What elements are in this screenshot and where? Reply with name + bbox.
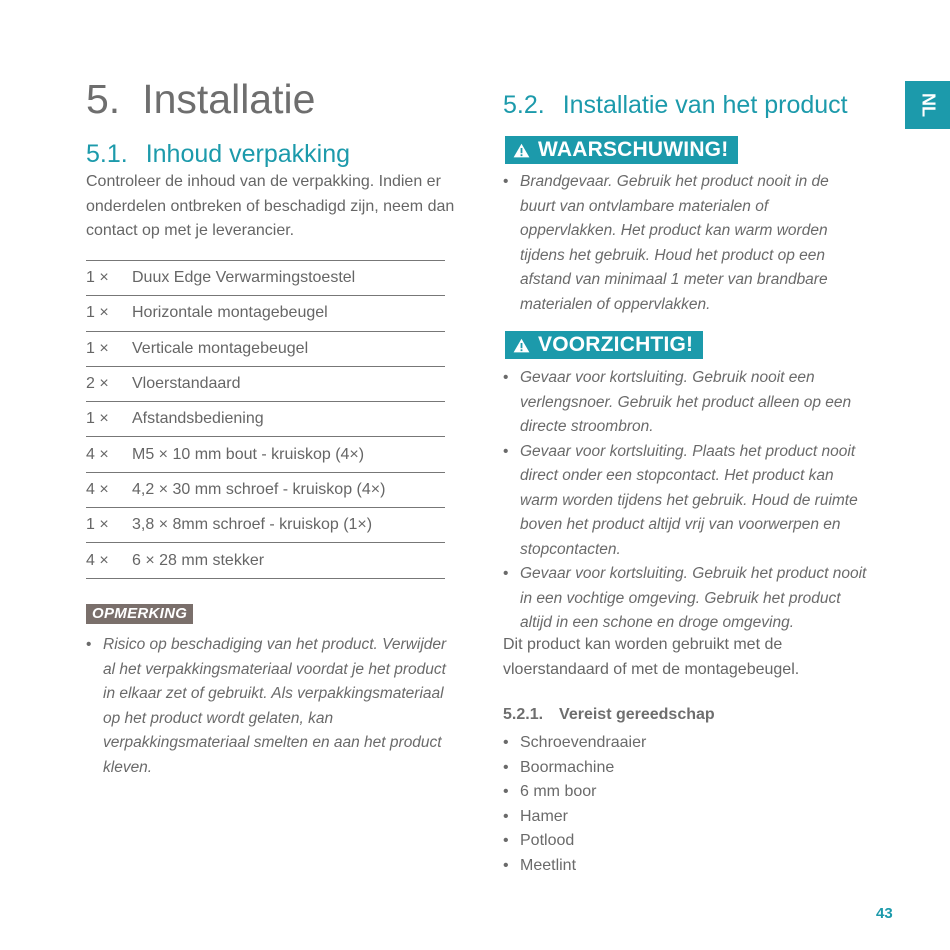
- tool-item: • Boormachine: [503, 756, 803, 781]
- item-name: M5 × 10 mm bout - kruiskop (4×): [132, 445, 365, 463]
- contents-row: [86, 402, 445, 437]
- contents-intro: Controleer de inhoud van de verpakking. Indien er onderdelen ontbreken of beschadigd zijn, neem dan contact op met je leverancier.: [86, 173, 455, 239]
- item-quantity: 4 ×: [86, 480, 109, 498]
- page-number: 43: [876, 905, 893, 922]
- contents-row: [86, 543, 445, 578]
- item-quantity: 4 ×: [86, 551, 109, 569]
- contents-row: [86, 261, 445, 296]
- note-badge: OPMERKING: [86, 604, 193, 624]
- subsection-1-number: 5.1.: [86, 140, 128, 168]
- item-name: Horizontale montagebeugel: [132, 304, 328, 322]
- language-tab: [905, 81, 950, 129]
- item-name: 6 × 28 mm stekker: [132, 551, 265, 569]
- section-title-text: Installatie: [142, 76, 316, 122]
- subsection-2-number: 5.2.: [503, 91, 545, 119]
- tools-list: [503, 731, 803, 878]
- tools-number: 5.2.1.: [503, 706, 544, 723]
- warning-triangle-icon: [513, 143, 530, 158]
- caution-item: • Gevaar voor kortsluiting. Gebruik het product nooit in een vochtige omgeving. Gebruik het product altijd in een schone en droge omgeving.: [503, 562, 868, 636]
- item-name: 4,2 × 30 mm schroef - kruiskop (4×): [132, 480, 386, 498]
- tool-item: • Potlood: [503, 829, 803, 854]
- warning-label: WAARSCHUWING!: [538, 138, 729, 161]
- warning-triangle-icon: [513, 338, 530, 353]
- warning-list: [503, 170, 863, 317]
- tool-item: • Meetlint: [503, 854, 803, 879]
- section-title: [86, 76, 315, 123]
- caution-badge: [505, 331, 703, 359]
- item-quantity: 1 ×: [86, 339, 109, 357]
- item-name: Verticale montagebeugel: [132, 339, 309, 357]
- contents-row: [86, 437, 445, 472]
- usage-paragraph: Dit product kan worden gebruikt met de vloerstandaard of met de montagebeugel.: [503, 636, 800, 678]
- contents-table: [86, 260, 445, 579]
- item-name: 3,8 × 8mm schroef - kruiskop (1×): [132, 516, 373, 534]
- item-quantity: 1 ×: [86, 410, 109, 428]
- language-tab-label: NL: [918, 93, 938, 117]
- tool-item: • Hamer: [503, 805, 803, 830]
- contents-row: [86, 332, 445, 367]
- item-name: Duux Edge Verwarmingstoestel: [132, 269, 356, 287]
- tools-title-text: Vereist gereedschap: [559, 706, 715, 723]
- contents-row: [86, 367, 445, 402]
- note-item: • Risico op beschadiging van het product. Verwijder al het verpakkingsmateriaal voordat je het product in elkaar zet of gebruikt. Als verpakkingsmateriaal op het product wordt gelaten, kan verpakkingsmateriaal smelten en aan het product kleven.: [86, 633, 458, 780]
- subsection-2-title: [503, 91, 848, 120]
- warning-item: • Brandgevaar. Gebruik het product nooit in de buurt van ontvlambare materialen of oppervlakken. Het product kan warm worden tijdens het gebruik. Houd het product op een afstand van minimaal 1 meter van brandbare materialen of oppervlakken.: [503, 170, 863, 317]
- contents-row: [86, 296, 445, 331]
- item-name: Afstandsbediening: [132, 410, 264, 428]
- item-quantity: 1 ×: [86, 516, 109, 534]
- contents-row: [86, 508, 445, 543]
- caution-label: VOORZICHTIG!: [538, 333, 694, 356]
- caution-item: • Gevaar voor kortsluiting. Gebruik nooit een verlengsnoer. Gebruik het product alleen op een directe stroombron.: [503, 366, 868, 440]
- subsection-2-title-text: Installatie van het product: [562, 91, 848, 119]
- caution-item: • Gevaar voor kortsluiting. Plaats het product nooit direct onder een stopcontact. Het product kan warm worden tijdens het gebruik. Houd de ruimte boven het product altijd vrij van voorwerpen en stopcontacten.: [503, 440, 868, 563]
- caution-list: [503, 366, 868, 636]
- section-number: 5.: [86, 76, 121, 122]
- warning-badge: [505, 136, 738, 164]
- note-list: [86, 633, 458, 780]
- item-quantity: 2 ×: [86, 375, 109, 393]
- subsection-1-title: [86, 140, 350, 169]
- tools-title: [503, 706, 715, 724]
- tool-item: • 6 mm boor: [503, 780, 803, 805]
- contents-row: [86, 473, 445, 508]
- tool-item: • Schroevendraaier: [503, 731, 803, 756]
- item-quantity: 1 ×: [86, 304, 109, 322]
- subsection-1-title-text: Inhoud verpakking: [145, 140, 351, 168]
- item-quantity: 4 ×: [86, 445, 109, 463]
- item-name: Vloerstandaard: [132, 375, 241, 393]
- item-quantity: 1 ×: [86, 269, 109, 287]
